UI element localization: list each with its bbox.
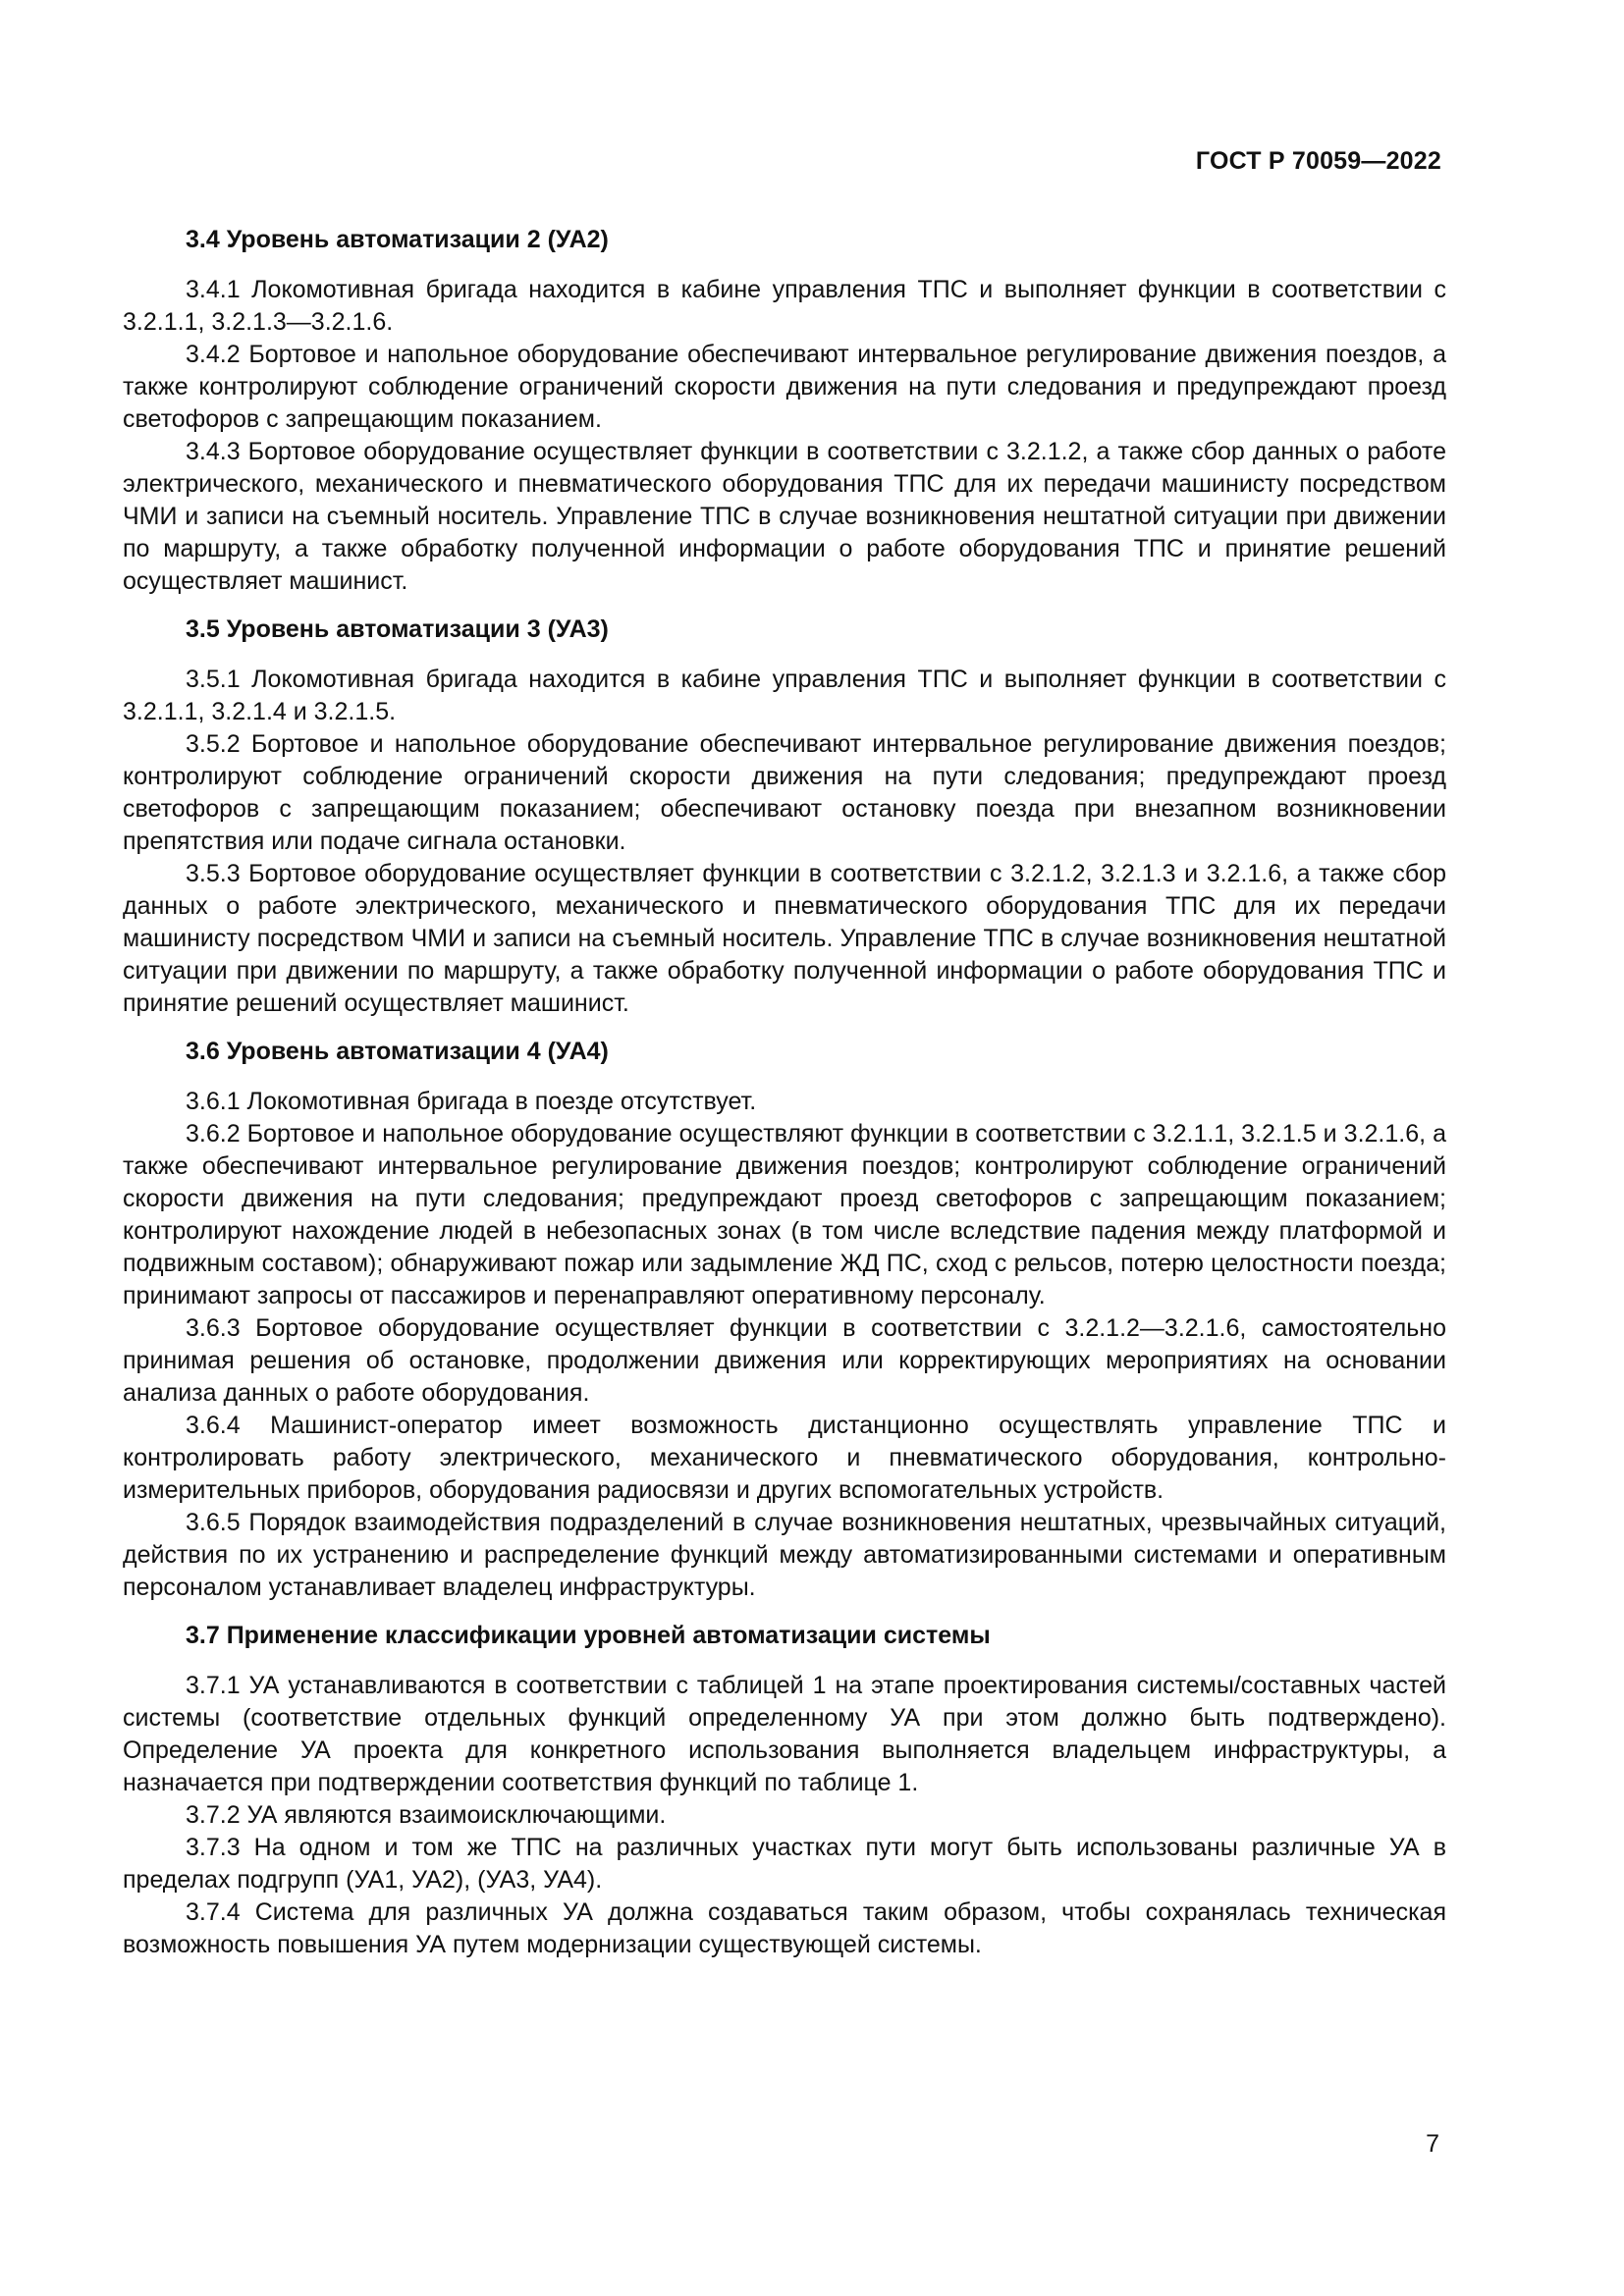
paragraph: 3.5.3 Бортовое оборудование осуществляет функции в соответствии с 3.2.1.2, 3.2.1.3 и 3.2.1.6, а также сбор данных о работе электрического, механического и пневматического оборудования ТПС для их передачи машинисту посредством ЧМИ и записи на съемный носитель. Управление ТПС в случае возникновения нештатной ситуации при движении по маршруту, а также обработку полученной информации о работе оборудования ТПС и принятие решений осуществляет машинист. bbox=[123, 860, 1446, 1017]
paragraph: 3.7.2 УА являются взаимоисключающими. bbox=[186, 1801, 667, 1829]
paragraph: 3.6.5 Порядок взаимодействия подразделений в случае возникновения нештатных, чрезвычайных ситуаций, действия по их устранению и распределение функций между автоматизированными системами и оперативным персоналом устанавливает владелец инфраструктуры. bbox=[123, 1509, 1446, 1601]
section-heading: 3.7 Применение классификации уровней автоматизации системы bbox=[186, 1622, 991, 1649]
paragraph: 3.7.4 Система для различных УА должна создаваться таким образом, чтобы сохранялась техническая возможность повышения УА путем модернизации существующей системы. bbox=[123, 1898, 1446, 1958]
document-header: ГОСТ Р 70059—2022 bbox=[1195, 147, 1441, 175]
section-heading: 3.6 Уровень автоматизации 4 (УА4) bbox=[186, 1038, 609, 1065]
page-number: 7 bbox=[1426, 2130, 1439, 2158]
paragraph: 3.4.1 Локомотивная бригада находится в кабине управления ТПС и выполняет функции в соответствии с 3.2.1.1, 3.2.1.3—3.2.1.6. bbox=[123, 276, 1446, 336]
paragraph: 3.4.3 Бортовое оборудование осуществляет функции в соответствии с 3.2.1.2, а также сбор данных о работе электрического, механического и пневматического оборудования ТПС для их передачи машинисту посредством ЧМИ и записи на съемный носитель. Управление ТПС в случае возникновения нештатной ситуации при движении по маршруту, а также обработку полученной информации о работе оборудования ТПС и принятие решений осуществляет машинист. bbox=[123, 438, 1446, 595]
paragraph: 3.7.1 УА устанавливаются в соответствии с таблицей 1 на этапе проектирования системы/составных частей системы (соответствие отдельных функций определенному УА при этом должно быть подтверждено). Определение УА проекта для конкретного использования выполняется владельцем инфраструктуры, а назначается при подтверждении соответствия функций по таблице 1. bbox=[123, 1672, 1446, 1796]
paragraph: 3.6.1 Локомотивная бригада в поезде отсутствует. bbox=[186, 1088, 757, 1115]
section-heading: 3.5 Уровень автоматизации 3 (УА3) bbox=[186, 615, 609, 643]
paragraph: 3.6.4 Машинист-оператор имеет возможность дистанционно осуществлять управление ТПС и контролировать работу электрического, механического и пневматического оборудования, контрольно-измерительных приборов, оборудования радиосвязи и других вспомогательных устройств. bbox=[123, 1412, 1446, 1504]
paragraph: 3.6.2 Бортовое и напольное оборудование осуществляют функции в соответствии с 3.2.1.1, 3.2.1.5 и 3.2.1.6, а также обеспечивают интервальное регулирование движения поездов; контролируют соблюдение ограничений скорости движения на пути следования; предупреждают проезд светофоров с запрещающим показанием; контролируют нахождение людей в небезопасных зонах (в том числе вследствие падения между платформой и подвижным составом); обнаруживают пожар или задымление ЖД ПС, сход с рельсов, потерю целостности поезда; принимают запросы от пассажиров и перенаправляют оперативному персоналу. bbox=[123, 1120, 1446, 1309]
section-3-4 bbox=[123, 224, 1446, 598]
paragraph: 3.4.2 Бортовое и напольное оборудование обеспечивают интервальное регулирование движения поездов, а также контролируют соблюдение ограничений скорости движения на пути следования и предупреждают проезд светофоров с запрещающим показанием. bbox=[123, 341, 1446, 433]
section-heading: 3.4 Уровень автоматизации 2 (УА2) bbox=[186, 226, 609, 253]
section-3-5 bbox=[123, 614, 1446, 1020]
paragraph: 3.5.2 Бортовое и напольное оборудование обеспечивают интервальное регулирование движения поездов; контролируют соблюдение ограничений скорости движения на пути следования; предупреждают проезд светофоров с запрещающим показанием; обеспечивают остановку поезда при внезапном возникновении препятствия или подаче сигнала остановки. bbox=[123, 730, 1446, 855]
section-3-6 bbox=[123, 1036, 1446, 1604]
document-body bbox=[123, 224, 1446, 1961]
section-3-7 bbox=[123, 1620, 1446, 1961]
paragraph: 3.6.3 Бортовое оборудование осуществляет функции в соответствии с 3.2.1.2—3.2.1.6, самостоятельно принимая решения об остановке, продолжении движения или корректирующих мероприятиях на основании анализа данных о работе оборудования. bbox=[123, 1314, 1446, 1407]
paragraph: 3.5.1 Локомотивная бригада находится в кабине управления ТПС и выполняет функции в соответствии с 3.2.1.1, 3.2.1.4 и 3.2.1.5. bbox=[123, 666, 1446, 725]
paragraph: 3.7.3 На одном и том же ТПС на различных участках пути могут быть использованы различные УА в пределах подгрупп (УА1, УА2), (УА3, УА4). bbox=[123, 1834, 1446, 1894]
